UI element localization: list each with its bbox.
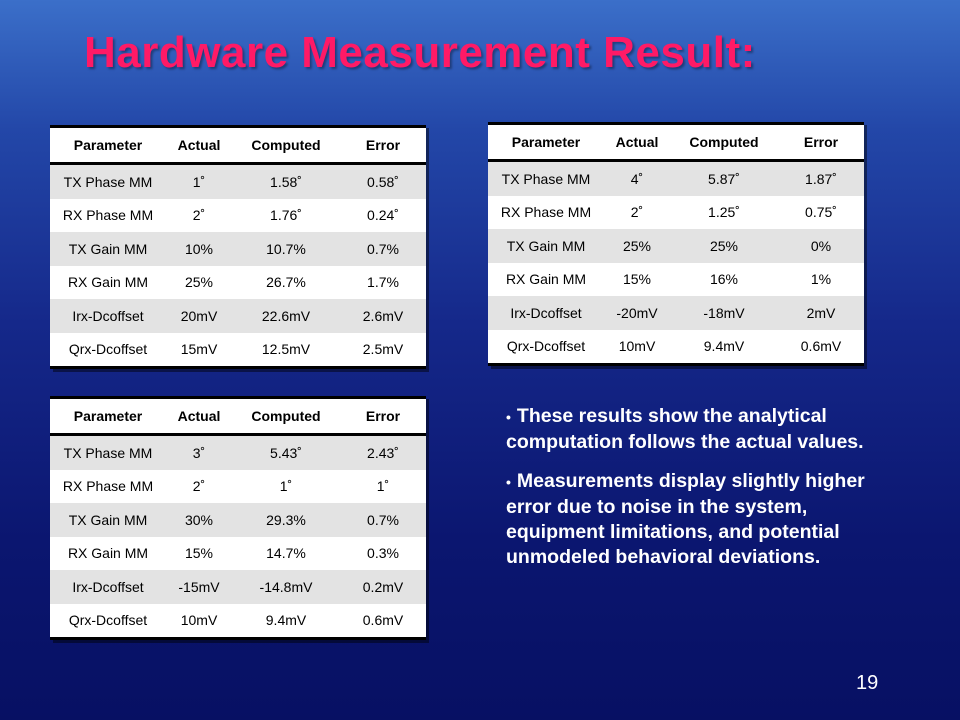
header-computed: Computed (232, 127, 340, 164)
table-header-row (50, 398, 426, 435)
table-row (488, 296, 864, 330)
cell-actual: -20mV (604, 296, 670, 330)
cell-computed: 16% (670, 263, 778, 297)
cell-computed: 9.4mV (670, 330, 778, 365)
table-row (488, 196, 864, 230)
cell-actual: 1˚ (166, 164, 232, 199)
cell-error: 0.3% (340, 537, 426, 571)
cell-parameter: Irx-Dcoffset (50, 299, 166, 333)
table-row (50, 232, 426, 266)
cell-actual: 15% (604, 263, 670, 297)
cell-parameter: TX Gain MM (488, 229, 604, 263)
cell-error: 2.6mV (340, 299, 426, 333)
table-row (50, 537, 426, 571)
cell-actual: -15mV (166, 570, 232, 604)
header-computed: Computed (670, 124, 778, 161)
cell-error: 1˚ (340, 470, 426, 504)
cell-parameter: RX Gain MM (488, 263, 604, 297)
cell-computed: 10.7% (232, 232, 340, 266)
bullet-list (506, 404, 906, 584)
cell-computed: 1.58˚ (232, 164, 340, 199)
table-header-row (488, 124, 864, 161)
cell-actual: 10% (166, 232, 232, 266)
cell-computed: 5.87˚ (670, 161, 778, 196)
cell-parameter: TX Phase MM (50, 164, 166, 199)
cell-actual: 3˚ (166, 435, 232, 470)
cell-actual: 2˚ (166, 470, 232, 504)
cell-computed: 12.5mV (232, 333, 340, 368)
cell-error: 0% (778, 229, 864, 263)
table-row (50, 503, 426, 537)
cell-error: 2mV (778, 296, 864, 330)
cell-actual: 15% (166, 537, 232, 571)
header-computed: Computed (232, 398, 340, 435)
measurement-table-3 (50, 396, 426, 640)
cell-error: 0.24˚ (340, 199, 426, 233)
table-row (50, 435, 426, 470)
cell-computed: 29.3% (232, 503, 340, 537)
cell-actual: 2˚ (604, 196, 670, 230)
cell-computed: 1.76˚ (232, 199, 340, 233)
cell-computed: 25% (670, 229, 778, 263)
header-error: Error (340, 127, 426, 164)
header-parameter: Parameter (50, 398, 166, 435)
table-row (488, 161, 864, 196)
cell-computed: -14.8mV (232, 570, 340, 604)
table-row (488, 263, 864, 297)
table-row (50, 199, 426, 233)
cell-computed: 1˚ (232, 470, 340, 504)
table-row (50, 333, 426, 368)
cell-actual: 15mV (166, 333, 232, 368)
cell-actual: 25% (604, 229, 670, 263)
table-row (50, 470, 426, 504)
cell-parameter: TX Phase MM (488, 161, 604, 196)
cell-computed: 9.4mV (232, 604, 340, 639)
cell-parameter: TX Gain MM (50, 232, 166, 266)
header-parameter: Parameter (50, 127, 166, 164)
cell-computed: 14.7% (232, 537, 340, 571)
cell-computed: 22.6mV (232, 299, 340, 333)
cell-actual: 25% (166, 266, 232, 300)
table-row (50, 299, 426, 333)
header-error: Error (778, 124, 864, 161)
cell-error: 0.6mV (340, 604, 426, 639)
bullet-dot-icon: • (506, 474, 511, 490)
cell-actual: 20mV (166, 299, 232, 333)
cell-computed: 5.43˚ (232, 435, 340, 470)
measurement-table-2 (488, 122, 864, 366)
cell-parameter: RX Phase MM (50, 199, 166, 233)
cell-parameter: RX Gain MM (50, 537, 166, 571)
bullet-text: These results show the analytical computation follows the actual values. (506, 405, 864, 453)
header-error: Error (340, 398, 426, 435)
cell-parameter: RX Gain MM (50, 266, 166, 300)
cell-error: 2.5mV (340, 333, 426, 368)
cell-actual: 10mV (604, 330, 670, 365)
cell-actual: 2˚ (166, 199, 232, 233)
cell-actual: 10mV (166, 604, 232, 639)
table-row (50, 164, 426, 199)
cell-error: 0.75˚ (778, 196, 864, 230)
table-row (488, 229, 864, 263)
cell-parameter: Irx-Dcoffset (488, 296, 604, 330)
cell-error: 0.7% (340, 503, 426, 537)
cell-error: 0.7% (340, 232, 426, 266)
header-actual: Actual (604, 124, 670, 161)
cell-error: 2.43˚ (340, 435, 426, 470)
cell-actual: 30% (166, 503, 232, 537)
cell-computed: -18mV (670, 296, 778, 330)
cell-computed: 1.25˚ (670, 196, 778, 230)
cell-parameter: RX Phase MM (50, 470, 166, 504)
cell-error: 1.7% (340, 266, 426, 300)
table-row (50, 604, 426, 639)
table-row (488, 330, 864, 365)
table-header-row (50, 127, 426, 164)
header-actual: Actual (166, 127, 232, 164)
measurement-table-1 (50, 125, 426, 369)
bullet-item (506, 404, 906, 455)
cell-parameter: Qrx-Dcoffset (50, 604, 166, 639)
cell-error: 0.58˚ (340, 164, 426, 199)
cell-parameter: TX Gain MM (50, 503, 166, 537)
page-number: 19 (856, 672, 879, 694)
bullet-text: Measurements display slightly higher error due to noise in the system, equipment limitations, and potential unmodeled behavioral deviations. (506, 470, 865, 568)
cell-parameter: Qrx-Dcoffset (488, 330, 604, 365)
slide-title: Hardware Measurement Result: (84, 28, 756, 77)
bullet-dot-icon: • (506, 409, 511, 425)
cell-error: 0.6mV (778, 330, 864, 365)
cell-error: 1.87˚ (778, 161, 864, 196)
cell-parameter: TX Phase MM (50, 435, 166, 470)
header-parameter: Parameter (488, 124, 604, 161)
bullet-item (506, 469, 906, 570)
cell-actual: 4˚ (604, 161, 670, 196)
cell-parameter: Qrx-Dcoffset (50, 333, 166, 368)
table-row (50, 266, 426, 300)
cell-error: 0.2mV (340, 570, 426, 604)
table-row (50, 570, 426, 604)
cell-error: 1% (778, 263, 864, 297)
cell-computed: 26.7% (232, 266, 340, 300)
cell-parameter: RX Phase MM (488, 196, 604, 230)
header-actual: Actual (166, 398, 232, 435)
cell-parameter: Irx-Dcoffset (50, 570, 166, 604)
